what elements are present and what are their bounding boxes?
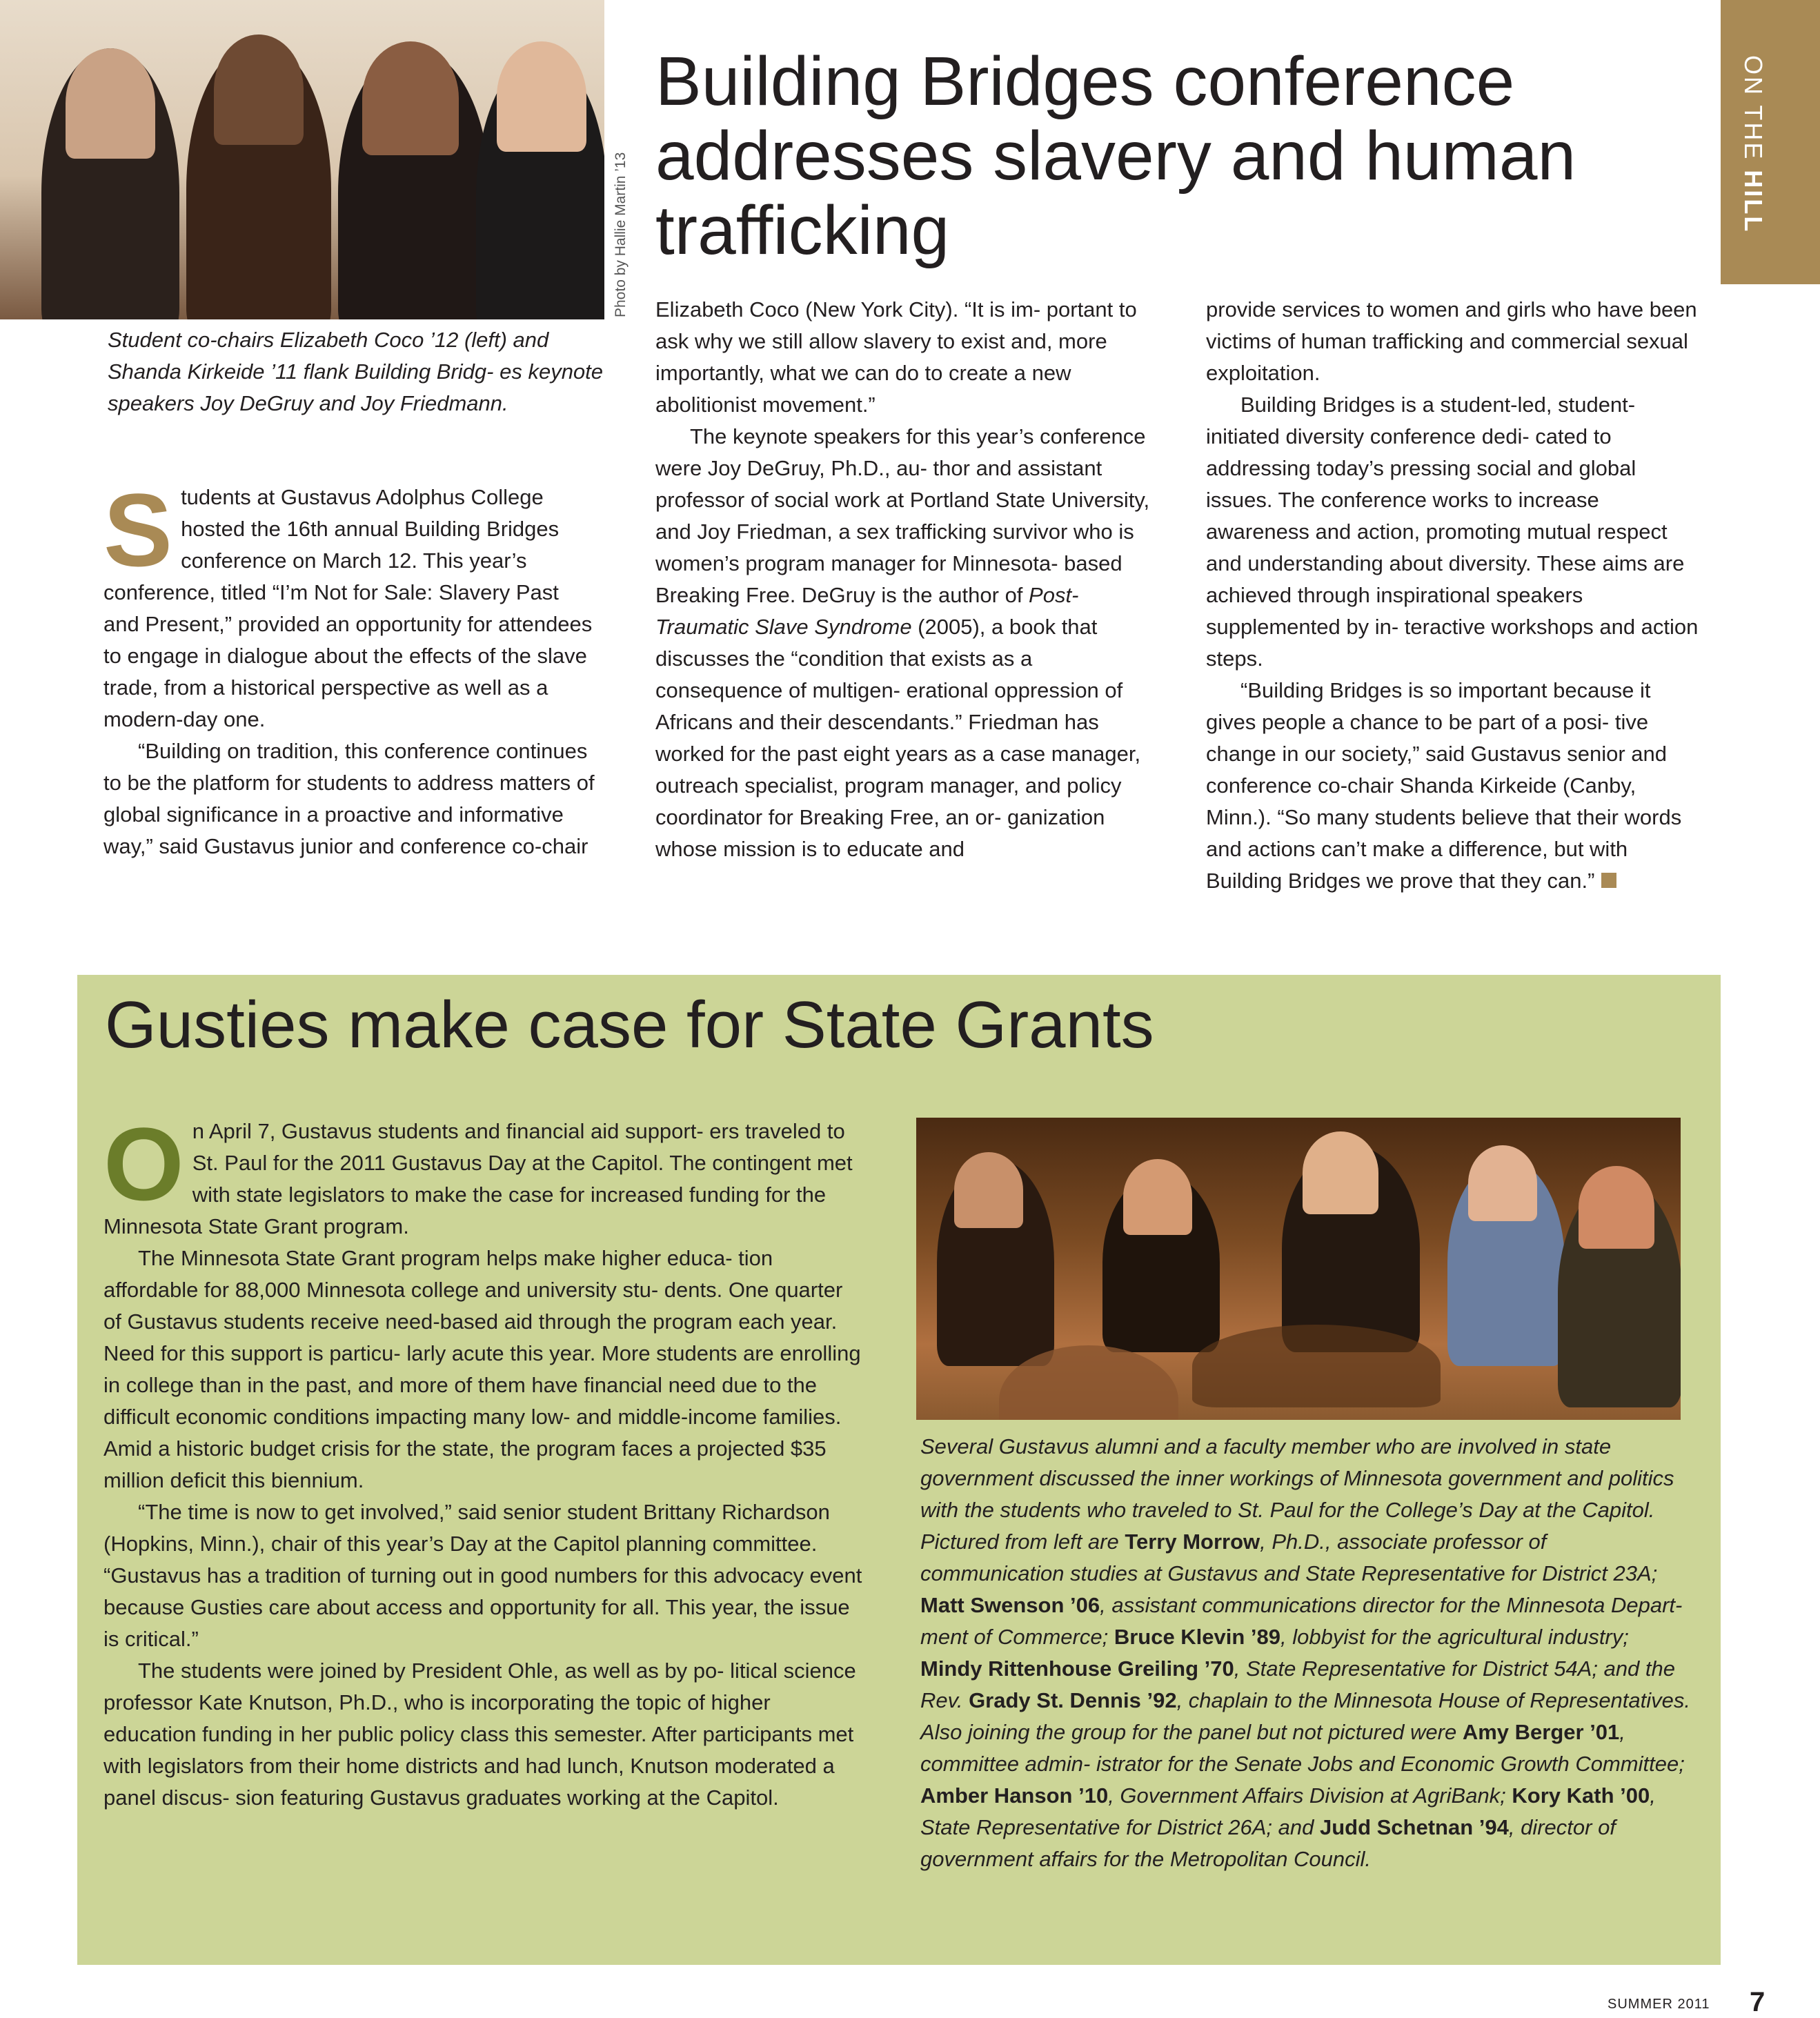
person-silhouette <box>362 41 459 155</box>
person-silhouette <box>1123 1159 1192 1235</box>
article2-photo-caption: Several Gustavus alumni and a faculty member who are involved in state government discussed the inner workings of Minnesota government and politics with the students who traveled to St. Paul for the College’s Day at the Capitol. Pictured from left are Terry Morrow, Ph.D., associate professor of communication studies at Gustavus and State Representative for District 23A; Matt Swenson ’06, assistant communications director for the Minnesota Depart- ment of Commerce; Bruce Klevin ’89, lobbyist for the agricultural industry; Mindy Rittenhouse Greiling ’70, State Representative for District 54A; and the Rev. Grady St. Dennis ’92, chaplain to the Minnesota House of Representatives. Also joining the group for the panel but not pictured were Amy Berger ’01, committee admin- istrator for the Senate Jobs and Economic Growth Committee; Amber Hanson ’10, Government Affairs Division at AgriBank; Kory Kath ’00, State Representative for District 26A; and Judd Schetnan ’94, director of government affairs for the Metropolitan Council. <box>920 1434 1691 1871</box>
capitol-panel-photo <box>916 1118 1681 1420</box>
drop-cap: O <box>103 1106 184 1222</box>
person-silhouette <box>954 1152 1023 1228</box>
paragraph: “The time is now to get involved,” said senior student Brittany Richardson (Hopkins, Minn.), chair of this year’s Day at the Capitol planning committee. “Gustavus has a tradition of turning out in good numbers for this advocacy event because Gusties care about access and opportunity for all. This year, the issue is critical.” <box>103 1500 862 1651</box>
conference-photo <box>0 0 604 319</box>
photo-credit: Photo by Hallie Martin ’13 <box>613 152 629 317</box>
paragraph: Building Bridges is a student-led, student-initiated diversity conference dedi- cated to addressing today’s pressing social and global issues. The conference works to increase awareness and action, promoting mutual respect and understanding about diversity. These aims are achieved through inspirational speakers supplemented by in- teractive workshops and action steps. <box>1206 393 1699 671</box>
article2-body: On April 7, Gustavus students and financial aid support- ers traveled to St. Paul for the 2011 Gustavus Day at the Capitol. The contingent met with state legislators to make the case for increased funding for the Minnesota State Grant program. The Minnesota State Grant program helps make higher educa- tion affordable for 88,000 Minnesota college and university stu- dents. One quarter of Gustavus students receive need-based aid through the program each year. Need for this support is particu- larly acute this year. More students are enrolling in college than in the past, and more of them have financial need due to the difficult economic conditions impacting many low- and middle-income families. Amid a historic budget crisis for the state, the program faces a projected $35 million deficit this biennium. “The time is now to get involved,” said senior student Brittany Richardson (Hopkins, Minn.), chair of this year’s Day at the Capitol planning committee. “Gustavus has a tradition of turning out in good numbers for this advocacy event because Gusties care about access and opportunity for all. This year, the issue is critical.” The students were joined by President Ohle, as well as by po- litical science professor Kate Knutson, Ph.D., who is incorporating the topic of higher education funding in her public policy class this semester. After participants met with legislators from their home districts and had lunch, Knutson moderated a panel discus- sion featuring Gustavus graduates working at the Capitol. <box>103 1116 862 1814</box>
person-silhouette <box>497 41 586 152</box>
section-tab <box>1721 0 1820 284</box>
end-mark-icon <box>1601 873 1616 888</box>
paragraph: “Building on tradition, this conference continues to be the platform for students to address matters of global significance in a proactive and informative way,” said Gustavus junior and conference co-chair <box>103 739 595 858</box>
section-tab-label: ON THE HILL <box>1739 55 1768 234</box>
article1-column-3 <box>1206 294 1703 897</box>
paragraph: The Minnesota State Grant program helps make higher educa- tion affordable for 88,000 Minnesota college and university stu- dents. One quarter of Gustavus students receive need-based aid through the program each year. Need for this support is particu- larly acute this year. More students are enrolling in college than in the past, and more of them have financial need due to the difficult economic conditions impacting many low- and middle-income families. Amid a historic budget crisis for the state, the program faces a projected $35 million deficit this biennium. <box>103 1246 861 1492</box>
person-silhouette <box>66 48 155 159</box>
article1-headline: Building Bridges conference addresses slavery and human trafficking <box>655 43 1576 269</box>
article1-column-1: Students at Gustavus Adolphus College hosted the 16th annual Building Bridges conference on March 12. This year’s conference, titled “I’m Not for Sale: Slavery Past and Present,” provided an opportunity for attendees to engage in dialogue about the effects of the slave trade, from a historical perspective as well as a modern-day one. “Building on tradition, this conference continues to be the platform for students to address matters of global significance in a proactive and informative way,” said Gustavus junior and conference co-chair <box>103 482 600 862</box>
footer-issue: SUMMER 2011 <box>1608 1997 1710 2012</box>
paragraph: provide services to women and girls who have been victims of human trafficking and commercial sexual exploitation. <box>1206 297 1697 385</box>
drop-cap: S <box>103 472 173 588</box>
person-silhouette <box>1303 1131 1378 1214</box>
person-silhouette <box>1579 1166 1654 1249</box>
paragraph: The keynote speakers for this year’s conference were Joy DeGruy, Ph.D., au- thor and assistant professor of social work at Portland State University, and Joy Friedman, a sex trafficking survivor who is women’s program manager for Minnesota- based Breaking Free. DeGruy is the author of Post-Traumatic Slave Syndrome (2005), a book that discusses the “condition that exists as a consequence of multigen- erational oppression of Africans and their descendants.” Friedman has worked for the past eight years as a case manager, outreach specialist, program manager, and policy coordinator for Breaking Free, an or- ganization whose mission is to educate and <box>655 424 1150 861</box>
book-title: Post-Traumatic Slave Syndrome <box>655 583 1079 639</box>
paragraph: “Building Bridges is so important because it gives people a chance to be part of a posi- tive change in our society,” said Gustavus senior and conference co-chair Shanda Kirkeide (Canby, Minn.). “So many students believe that their words and actions can’t make a difference, but with Building Bridges we prove that they can.” <box>1206 678 1682 893</box>
page-number: 7 <box>1750 1987 1765 2017</box>
article2-headline: Gusties make case for State Grants <box>105 988 1154 1062</box>
person-silhouette <box>1192 1325 1441 1407</box>
paragraph: Elizabeth Coco (New York City). “It is im- portant to ask why we still allow slavery to exist and, more importantly, what we can do to create a new abolitionist movement.” <box>655 297 1137 417</box>
person-silhouette <box>214 34 304 145</box>
person-silhouette <box>1468 1145 1537 1221</box>
paragraph: The students were joined by President Ohle, as well as by po- litical science professor Kate Knutson, Ph.D., who is incorporating the topic of higher education funding in her public policy class this semester. After participants met with legislators from their home districts and had lunch, Knutson moderated a panel discus- sion featuring Gustavus graduates working at the Capitol. <box>103 1659 856 1810</box>
article1-column-2 <box>655 294 1152 865</box>
article1-photo-caption: Student co-chairs Elizabeth Coco ’12 (left) and Shanda Kirkeide ’11 flank Building Bridg- es keynote speakers Joy DeGruy and Joy Friedmann. <box>108 328 604 415</box>
